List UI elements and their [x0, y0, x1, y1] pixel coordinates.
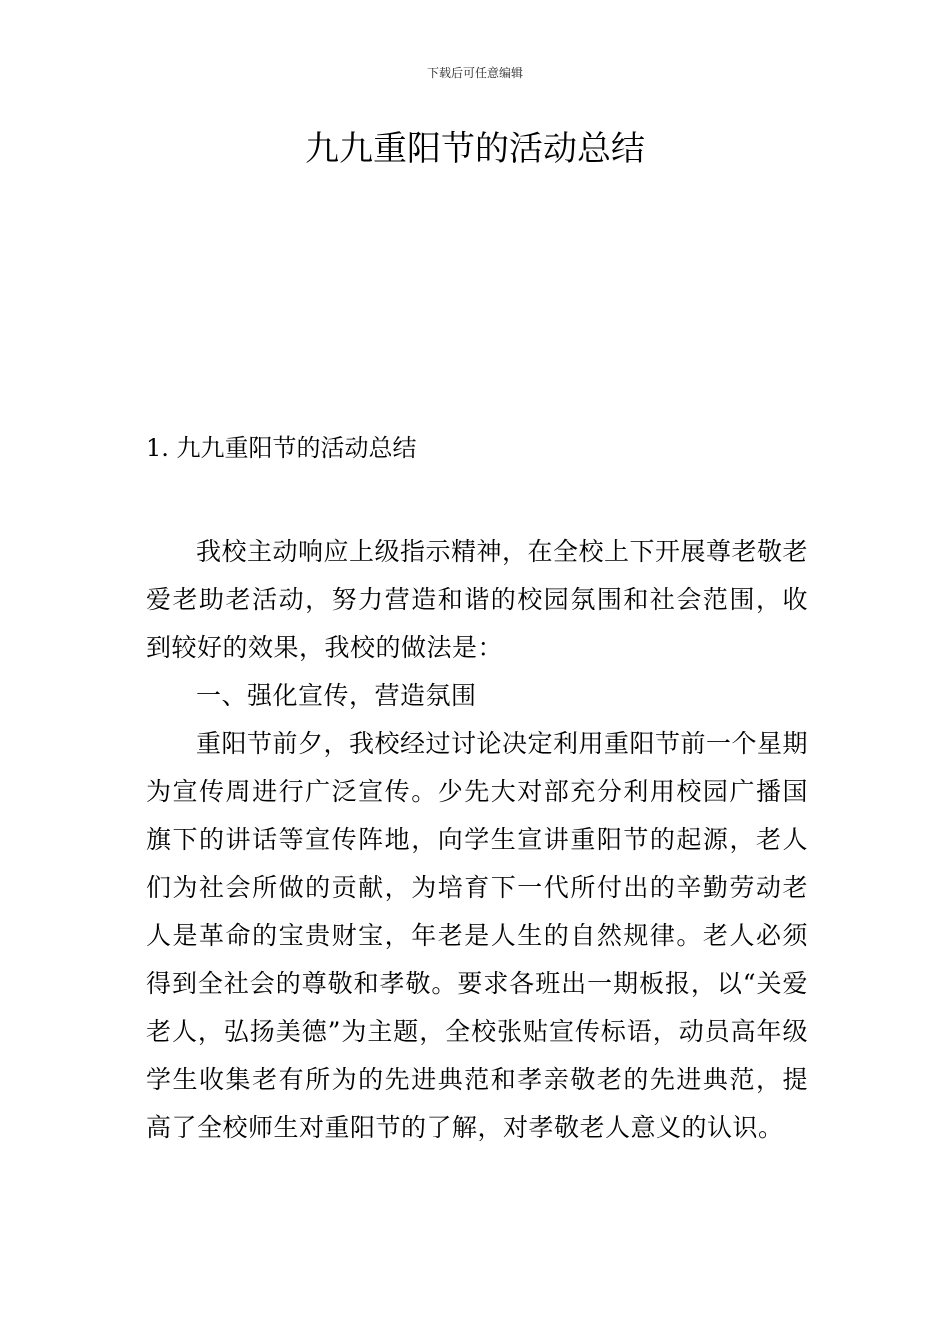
- header-note: 下载后可任意编辑: [426, 66, 523, 80]
- document-title: 九九重阳节的活动总结: [305, 129, 645, 169]
- paragraph-details: 重阳节前夕，我校经过讨论决定利用重阳节前一个星期为宣传周进行广泛宣传。少先大对部充分利用校园广播国旗下的讲话等宣传阵地，向学生宣讲重阳节的起源，老人们为社会所做的贡献，为培育下一代所付出的辛勤劳动老人是革命的宝贵财宝，年老是人生的自然规律。老人必须得到全社会的尊敬和孝敬。要求各班出一期板报，以“关爱老人，弘扬美德”为主题，全校张贴宣传标语，动员高年级学生收集老有所为的先进典范和孝亲敬老的先进典范，提高了全校师生对重阳节的了解，对孝敬老人意义的认识。: [146, 729, 809, 1142]
- paragraph-intro: 我校主动响应上级指示精神，在全校上下开展尊老敬老爱老助老活动，努力营造和谐的校园氛围和社会范围，收到较好的效果，我校的做法是：: [146, 537, 809, 662]
- paragraph-subheading: 一、强化宣传，营造氛围: [196, 681, 477, 710]
- body-text: [146, 528, 808, 1152]
- section-heading: 1. 九九重阳节的活动总结: [146, 434, 417, 462]
